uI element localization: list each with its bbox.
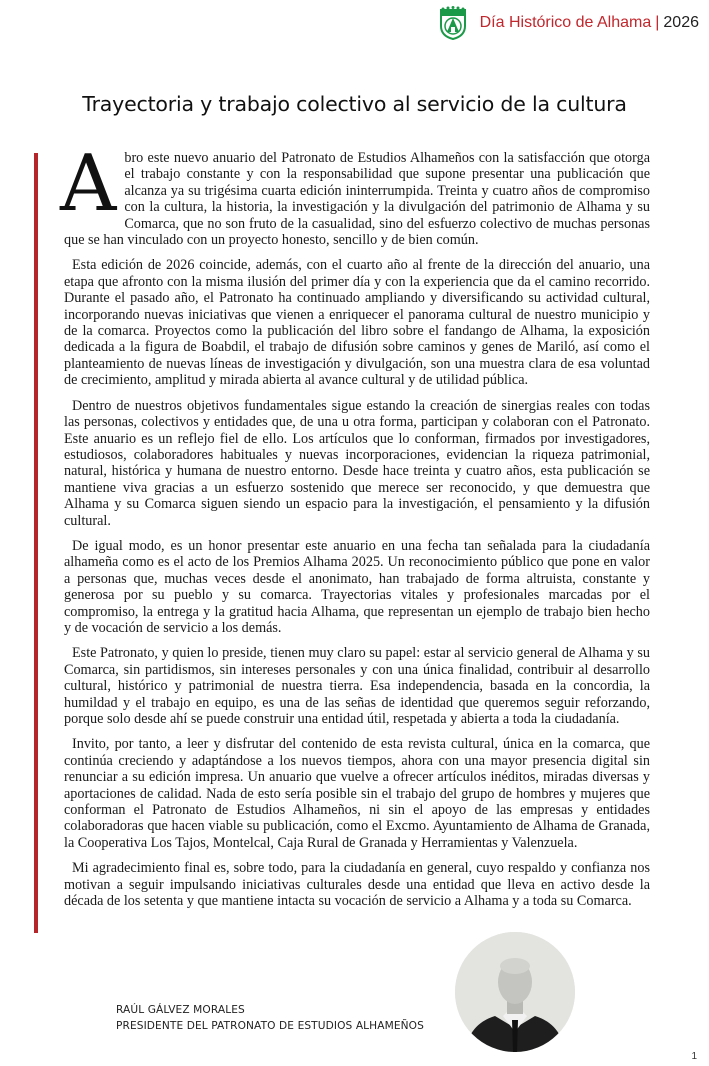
publication-title: Día Histórico de Alhama [479, 14, 652, 31]
author-name: RAÚL GÁLVEZ MORALES [116, 1004, 245, 1016]
paragraph-4: De igual modo, es un honor presentar este anuario en una fecha tan señalada para la ciudadanía alhameña como es el acto de los Premios Alhama 2025. Un reconocimiento público que pone en valor a personas que, muchas veces desde el anonimato, han trabajado de forma altruista, constante y generosa por su pueblo y su comarca. Trayectorias vitales y profesionales marcadas por el compromiso, la entrega y la gratitud hacia Alhama, que representan un ejemplo de trabajo bien hecho y de vocación de servicio a los demás. [64, 537, 650, 636]
author-role: PRESIDENTE DEL PATRONATO DE ESTUDIOS ALHAMEÑOS [116, 1019, 424, 1032]
coat-of-arms-icon [436, 6, 470, 40]
article-body [60, 139, 650, 918]
article-title: Trayectoria y trabajo colectivo al servicio de la cultura [82, 92, 627, 116]
person-portrait-icon [455, 932, 575, 1052]
drop-cap: A [60, 139, 117, 229]
page-header [436, 6, 699, 40]
header-separator: | [655, 14, 660, 31]
portrait-photo [455, 932, 575, 1052]
publication-year: 2026 [663, 14, 699, 31]
paragraph-6: Invito, por tanto, a leer y disfrutar del contenido de esta revista cultural, única en la comarca, que continúa creciendo y adaptándose a los nuevos tiempos, ahora con una mayor presencia digital sin renunciar a su edición impresa. Un anuario que vuelve a ofrecer artículos inéditos, miradas diversas y aportaciones de calidad. Nada de esto sería posible sin el trabajo del grupo de hombres y mujeres que conforman el Patronato de Estudios Alhameños, ni sin el apoyo de las empresas y entidades colaboradoras que hacen viable su publicación, como el Excmo. Ayuntamiento de Alhama de Granada, la Cooperativa Los Tajos, Montelcal, Caja Rural de Granada y Herramientas y Valenzuela. [64, 736, 650, 851]
paragraph-7: Mi agradecimiento final es, sobre todo, para la ciudadanía en general, cuyo respaldo y confianza nos motivan a seguir impulsando iniciativas culturales desde una entidad que lleva en activo desde la década de los setenta y que mantiene intacta su vocación de servicio a Alhama y a toda su Comarca. [64, 860, 650, 910]
paragraph-3: Dentro de nuestros objetivos fundamentales sigue estando la creación de sinergias reales con todas las personas, colectivos y entidades que, de una u otra forma, participan y colaboran con el Patronato. Este anuario es un reflejo fiel de ello. Los artículos que lo conforman, firmados por investigadores, estudiosos, colaboradores habituales y nuevas incorporaciones, evidencian la riqueza patrimonial, natural, histórica y humana de nuestro entorno. Desde hace treinta y cuatro años, esta publicación se mantiene viva gracias a un esfuerzo sostenido que merece ser reconocido, y que demuestra que Alhama y su Comarca siguen siendo un espacio para la investigación, el pensamiento y la difusión cultural. [64, 397, 650, 529]
signature-block [116, 1003, 424, 1034]
paragraph-5: Este Patronato, y quien lo preside, tienen muy claro su papel: estar al servicio general de Alhama y su Comarca, sin partidismos, sin intereses personales y con una única finalidad, contribuir al desarrollo cultural, histórico y patrimonial de nuestra tierra. Esa independencia, basada en la concordia, la humildad y el trabajo en equipo, es una de las señas de identidad que queremos seguir reforzando, porque solo desde ahí se puede construir una entidad útil, respetada y abierta a toda la ciudadanía. [64, 645, 650, 727]
accent-bar [34, 153, 38, 933]
paragraph-2: Esta edición de 2026 coincide, además, con el cuarto año al frente de la dirección del anuario, una etapa que afronto con la misma ilusión del primer día y con la experiencia que da el camino recorrido. Durante el pasado año, el Patronato ha continuado ampliando y diversificando su actividad cultural, incorporando nuevas iniciativas que vienen a enriquecer el panorama cultural de nuestro municipio y de la comarca. Proyectos como la publicación del libro sobre el fandango de Alhama, la exposición dedicada a la figura de Boabdil, el trabajo de difusión sobre caminos y genes de Mariló, así como el planteamiento de nuevas líneas de investigación y divulgación, son una muestra clara de esa voluntad de crecimiento, amplitud y mirada abierta al avance cultural y de utilidad pública. [64, 257, 650, 389]
paragraph-1: Abro este nuevo anuario del Patronato de Estudios Alhameños con la satisfacción que otorga el trabajo constante y con la responsabilidad que supone presentar una publicación que alcanza ya su trigésima cuarta edición ininterrumpida. Treinta y cuatro años de compromiso con la cultura, la historia, la investigación y la divulgación del patrimonio de Alhama y su Comarca, que no son fruto de la casualidad, sino del esfuerzo colectivo de muchas personas que se han vinculado con un proyecto honesto, sencillo y de bien común. [60, 139, 650, 249]
page-number: 1 [691, 1051, 697, 1062]
